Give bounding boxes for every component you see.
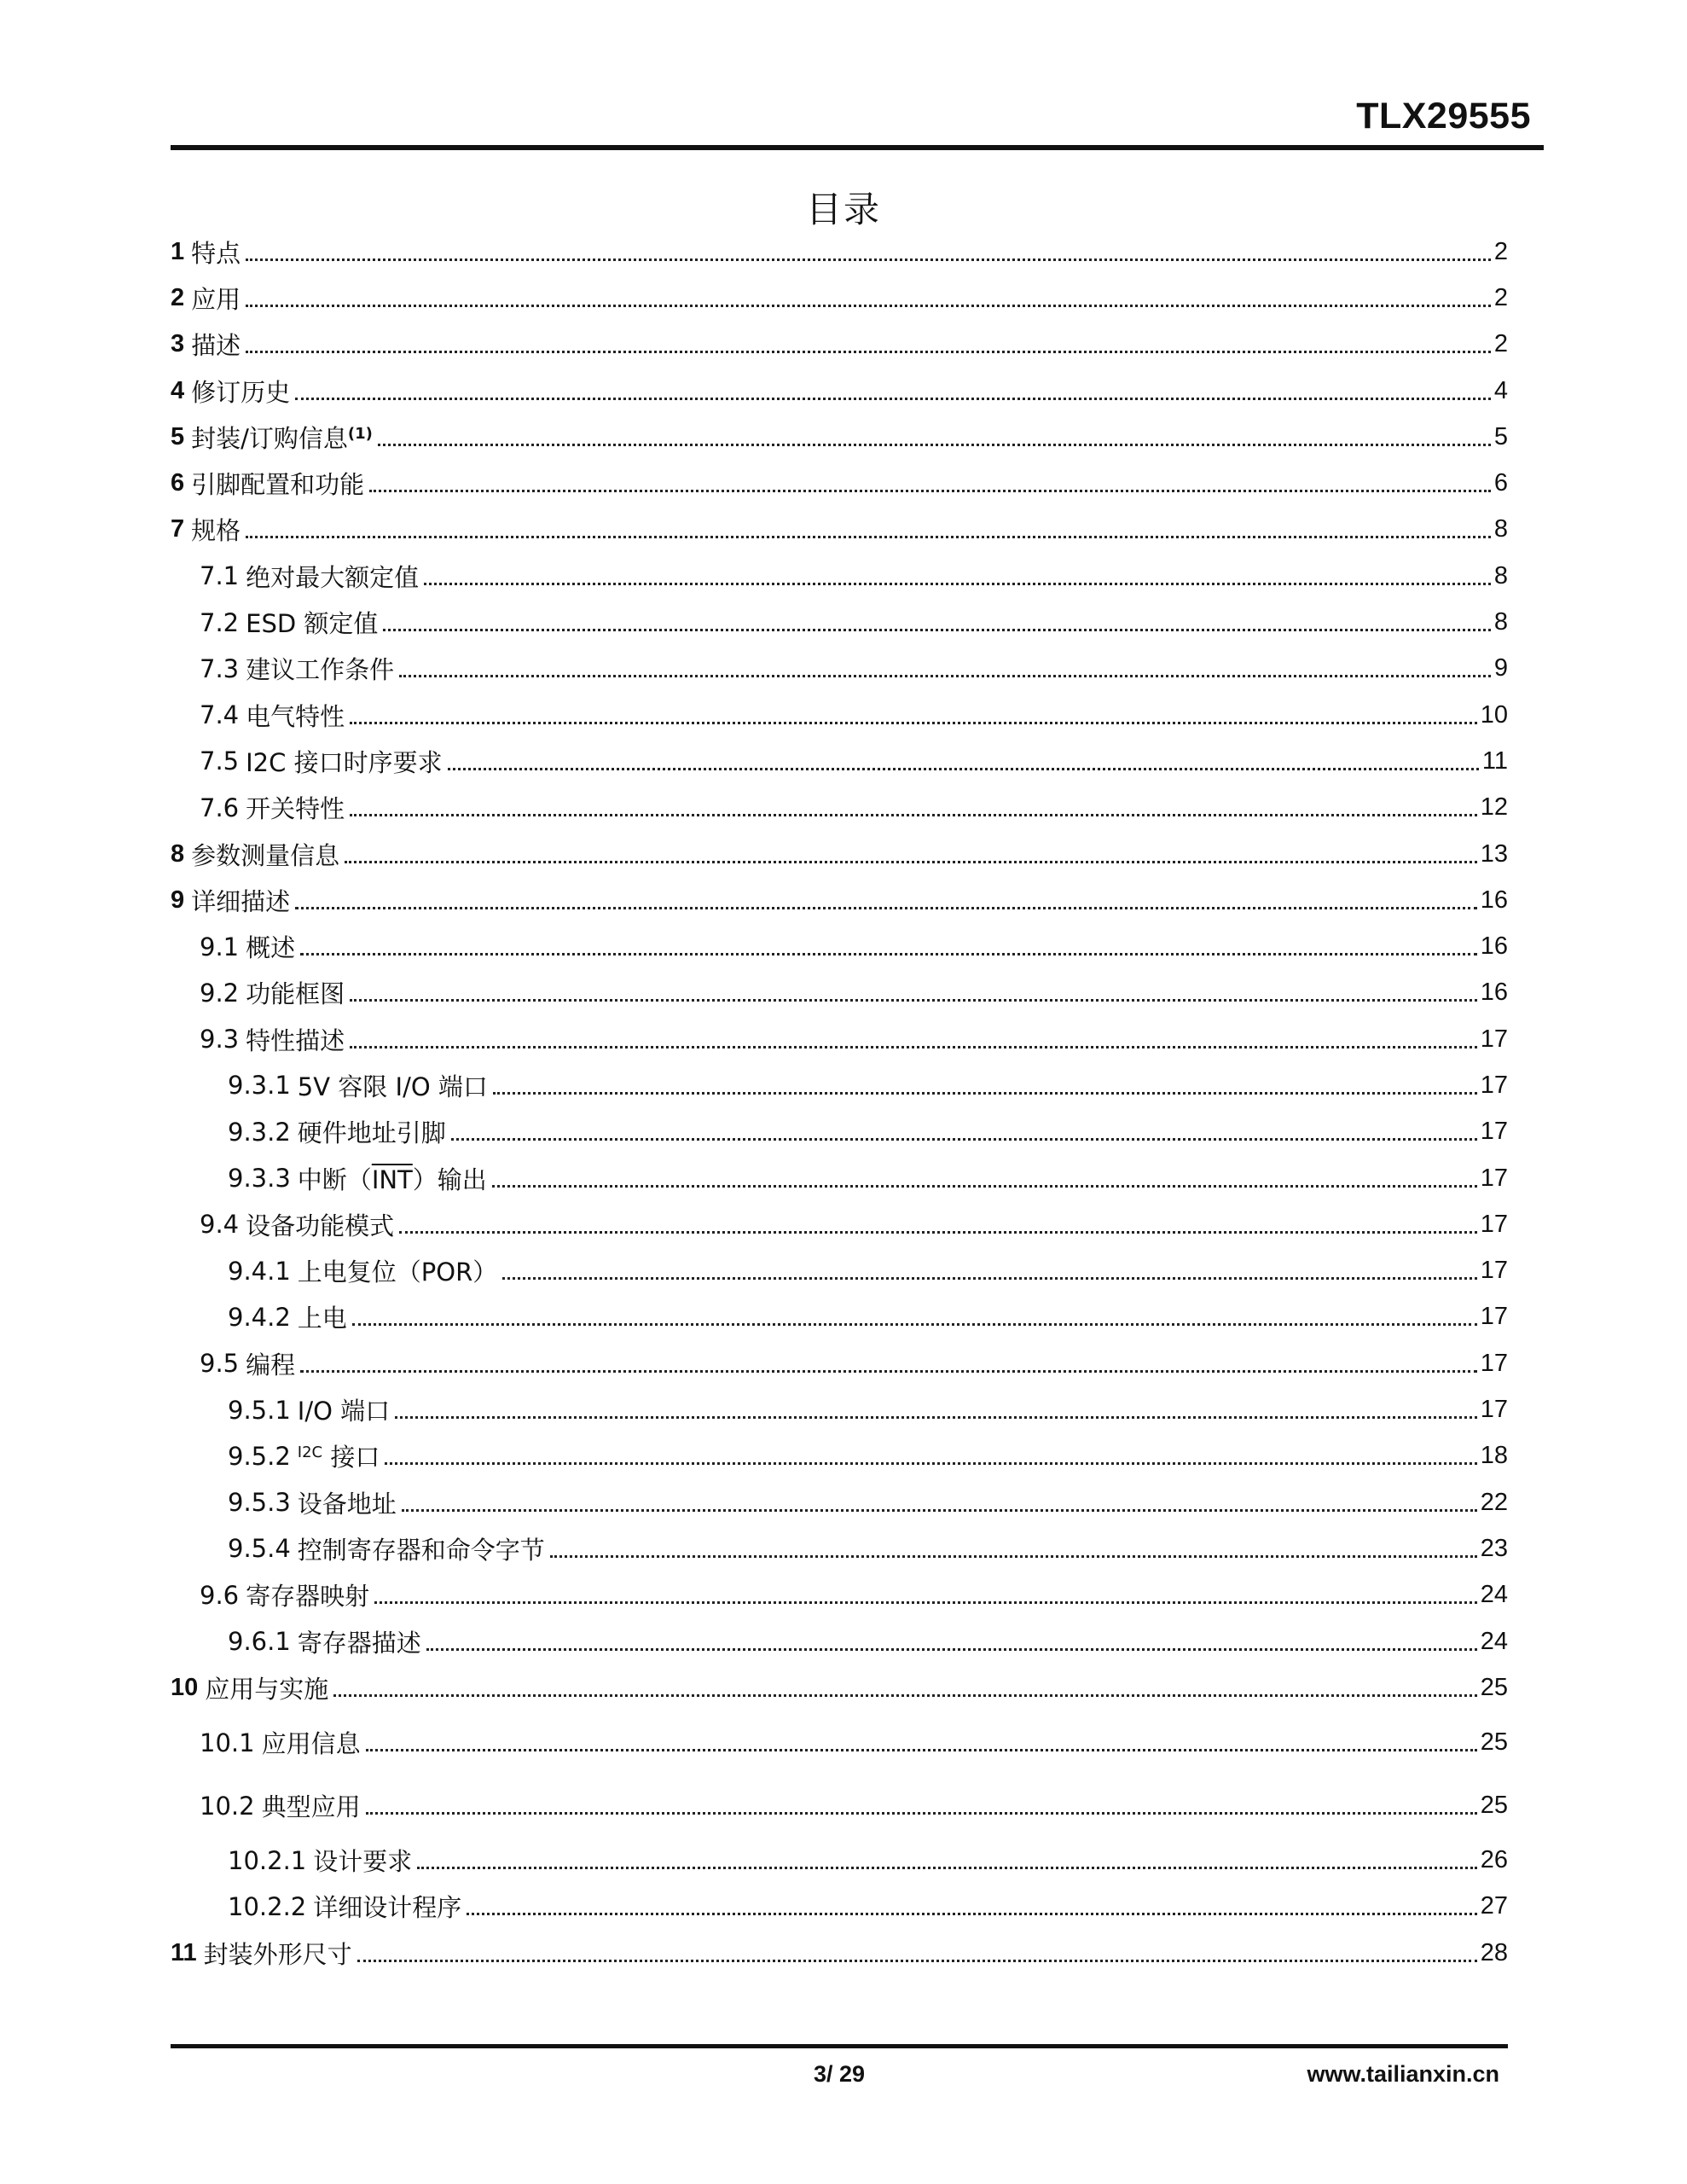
toc-entry-page: 17 (1480, 1349, 1508, 1377)
toc-entry-number: 9.4.2 (228, 1302, 291, 1332)
toc-entry-number: 8 (171, 839, 185, 868)
toc-entry-page: 27 (1480, 1892, 1508, 1920)
toc-entry-number: 9.5.1 (228, 1395, 291, 1425)
dot-leader (399, 1231, 1477, 1234)
toc-entry-label-text: 规格 (191, 516, 241, 546)
toc-entry[interactable] (171, 1294, 1508, 1340)
toc-entry-label (191, 466, 364, 501)
toc-entry-number: 9.6 (200, 1580, 240, 1610)
toc-entry[interactable] (171, 1155, 1508, 1201)
toc-entry-label (246, 1207, 394, 1242)
dot-leader (300, 953, 1477, 956)
dot-leader (385, 1462, 1476, 1465)
toc-entry-page: 11 (1481, 746, 1508, 775)
toc-entry-number: 9.1 (200, 932, 240, 961)
dot-leader (467, 1913, 1476, 1915)
footer-rule (171, 2044, 1508, 2048)
dot-leader (246, 305, 1491, 307)
toc-entry-number: 4 (171, 376, 185, 404)
toc-entry[interactable] (171, 692, 1508, 738)
toc-entry-label (298, 1624, 421, 1659)
toc-entry[interactable] (171, 1774, 1508, 1838)
toc-entry-number: 1 (171, 237, 185, 265)
toc-entry-page: 17 (1480, 1025, 1508, 1053)
toc-entry-label (246, 790, 345, 825)
toc-entry[interactable] (171, 553, 1508, 599)
toc-entry-label-text: 绝对最大额定值 (246, 562, 420, 592)
toc-entry-page: 28 (1480, 1938, 1508, 1966)
toc-entry-label (313, 1889, 461, 1924)
toc-entry-label-text: 特点 (191, 238, 241, 268)
toc-entry-label (191, 281, 241, 316)
toc-entry-page: 24 (1480, 1581, 1508, 1609)
dot-leader (383, 629, 1490, 631)
toc-entry-number: 9 (171, 886, 185, 914)
toc-entry[interactable] (171, 831, 1508, 877)
toc-entry-number: 7.3 (200, 653, 240, 683)
toc-entry[interactable] (171, 460, 1508, 506)
toc-entry-number: 7.4 (200, 700, 240, 730)
toc-entry-label-suffix: ）输出 (412, 1165, 487, 1194)
toc-entry-label-text: 上电复位（POR） (297, 1258, 498, 1287)
toc-entry-label (298, 1299, 347, 1334)
toc-entry-label (262, 1788, 361, 1823)
toc-entry-label (246, 1577, 369, 1612)
toc-entry-label-text: 建议工作条件 (246, 655, 395, 685)
toc-entry-number: 9.3.1 (228, 1071, 291, 1101)
toc-entry-label (298, 1253, 497, 1288)
dot-leader (300, 1370, 1477, 1373)
toc-entry-label-text: 详细描述 (191, 886, 291, 916)
toc-entry-label (246, 651, 394, 686)
toc-entry-page: 16 (1480, 932, 1508, 961)
toc-entry-label-text: 5V 容限 I/O 端口 (297, 1072, 488, 1101)
dot-leader (417, 1867, 1476, 1869)
toc-entry-label (298, 1485, 397, 1520)
dot-leader (395, 1416, 1477, 1419)
toc-entry-page: 17 (1480, 1303, 1508, 1331)
dot-leader (350, 814, 1477, 816)
toc-entry-label-text: 应用信息 (261, 1729, 361, 1758)
toc-entry[interactable] (171, 1525, 1508, 1571)
toc-entry[interactable] (171, 1062, 1508, 1108)
toc-entry[interactable] (171, 1664, 1508, 1711)
toc-entry[interactable] (171, 877, 1508, 923)
toc-entry-number: 7.2 (200, 607, 240, 637)
dot-leader (350, 1046, 1477, 1048)
toc-entry[interactable] (171, 738, 1508, 784)
toc-entry-number: 10.2.1 (228, 1845, 307, 1875)
toc-entry-page: 23 (1480, 1534, 1508, 1562)
toc-entry-number: 10 (171, 1673, 199, 1701)
toc-entry-number: 3 (171, 330, 185, 358)
toc-entry-number: 9.5.3 (228, 1488, 291, 1518)
toc-entry-footnote-mark: (1) (347, 424, 373, 443)
toc-title: 目录 (805, 189, 881, 230)
toc-entry-label (246, 698, 345, 733)
toc-entry-page: 17 (1480, 1071, 1508, 1099)
toc-entry-page: 22 (1480, 1488, 1508, 1516)
toc-entry-label-text: 封装/订购信息 (191, 423, 348, 453)
toc-entry-label (262, 1725, 361, 1760)
toc-entry-number: 9.3.3 (228, 1164, 291, 1194)
toc-entry[interactable] (171, 1433, 1508, 1479)
toc-entry-page: 16 (1480, 979, 1508, 1007)
toc-entry-label (298, 1438, 380, 1473)
toc-entry-label-overline: $\overline{INT}$ (371, 1165, 413, 1194)
toc-entry-page: 26 (1480, 1846, 1508, 1874)
toc-entry-label (191, 883, 290, 918)
toc-entry-number: 9.3 (200, 1025, 240, 1054)
toc-entry-number: 10.1 (200, 1728, 255, 1757)
dot-leader (246, 351, 1491, 353)
document-id: TLX29555 (1356, 96, 1531, 136)
toc-entry-label (191, 420, 373, 455)
toc-entry-number: 5 (171, 422, 185, 450)
dot-leader (493, 1092, 1477, 1095)
toc-entry-number: 7.6 (200, 793, 240, 822)
toc-entry-label-text: 控制寄存器和命令字节 (297, 1535, 545, 1565)
page-number: 3/ 29 (813, 2061, 866, 2087)
toc-entry[interactable] (171, 368, 1508, 414)
toc-entry-label-text: 设计要求 (313, 1847, 413, 1877)
dot-leader (399, 675, 1491, 677)
toc-entry[interactable] (171, 1711, 1508, 1774)
dot-leader (350, 722, 1477, 724)
toc-entry-label (246, 559, 419, 594)
dot-leader (550, 1555, 1477, 1558)
toc-entry[interactable] (171, 507, 1508, 553)
toc-entry-label-text: 修订历史 (191, 377, 291, 407)
page-header (171, 96, 1544, 147)
toc-entry-label (246, 605, 378, 640)
toc-entry-number: 2 (171, 283, 185, 311)
toc-entry-page: 2 (1493, 283, 1508, 311)
toc-entry[interactable] (171, 1386, 1508, 1432)
dot-leader (246, 258, 1491, 261)
toc-entry-label (298, 1531, 545, 1566)
toc-entry-label-text: 设备地址 (297, 1489, 397, 1519)
dot-leader (426, 1648, 1477, 1651)
toc-entry-label-text: 应用 (191, 284, 241, 314)
toc-entry-label-text: 详细设计程序 (313, 1893, 462, 1923)
toc-entry-label-text: 典型应用 (261, 1792, 361, 1821)
toc-entry-number: 9.2 (200, 978, 240, 1008)
toc-entry-number: 6 (171, 469, 185, 497)
toc-entry-label-text: 接口 (330, 1443, 380, 1472)
toc-entry[interactable] (171, 414, 1508, 460)
toc-entry-label (191, 374, 290, 409)
dot-leader (374, 1601, 1477, 1604)
toc-entry-label-text: I/O 端口 (297, 1397, 391, 1426)
toc-entry-number: 9.5 (200, 1349, 240, 1379)
header-rule (171, 145, 1544, 150)
toc-entry-label-text: 封装外形尺寸 (203, 1939, 352, 1969)
dot-leader (424, 583, 1491, 585)
toc-entry-label-text: 寄存器映射 (246, 1582, 370, 1612)
toc-entry-page: 13 (1480, 839, 1508, 868)
toc-entry-number: 10.2 (200, 1791, 255, 1821)
toc-entry[interactable] (171, 1884, 1508, 1930)
toc-entry-label-prefix: 中断（ (297, 1165, 372, 1194)
toc-entry-label-text: 功能框图 (246, 979, 345, 1009)
toc-entry-label-text: 开关特性 (246, 794, 345, 824)
toc-entry[interactable] (171, 1572, 1508, 1618)
dot-leader (357, 1960, 1477, 1962)
toc-entry-label-text: 描述 (191, 331, 241, 361)
toc-entry-label-text: 寄存器描述 (297, 1628, 421, 1658)
toc-entry-page: 2 (1493, 237, 1508, 265)
dot-leader (402, 1509, 1477, 1512)
toc-entry-number: 7 (171, 515, 185, 543)
toc-entry-page: 24 (1480, 1627, 1508, 1655)
dot-leader (295, 907, 1477, 909)
toc-entry-page: 12 (1480, 793, 1508, 822)
dot-leader (492, 1185, 1477, 1188)
toc-entry-label (246, 975, 345, 1010)
toc-entry-number: 9.4 (200, 1210, 240, 1240)
toc-entry-label (298, 1161, 487, 1196)
toc-entry[interactable] (171, 646, 1508, 692)
toc-entry-label (298, 1068, 488, 1103)
dot-leader (451, 1138, 1477, 1141)
toc-entry-label (204, 1936, 352, 1971)
toc-entry-number: 7.5 (200, 746, 240, 776)
toc-entry-page: 2 (1493, 330, 1508, 358)
toc-entry-page: 8 (1493, 515, 1508, 543)
toc-entry-page: 17 (1480, 1210, 1508, 1238)
toc-entry-page: 8 (1493, 608, 1508, 636)
toc-entry-label-text: 设备功能模式 (246, 1211, 395, 1240)
toc-entry-label (205, 1670, 328, 1705)
toc-entry[interactable] (171, 923, 1508, 969)
toc-entry-label (246, 744, 442, 779)
toc-entry-label (191, 837, 339, 872)
toc-entry-label (246, 1022, 345, 1057)
dot-leader (369, 490, 1491, 492)
dot-leader (502, 1277, 1476, 1280)
toc-entry[interactable] (171, 599, 1508, 645)
toc-entry[interactable] (171, 229, 1508, 275)
toc-entry-page: 8 (1493, 561, 1508, 590)
toc-entry[interactable] (171, 1930, 1508, 1976)
toc-entry[interactable] (171, 1618, 1508, 1664)
toc-entry-label-text: 引脚配置和功能 (191, 470, 365, 500)
toc-entry-page: 17 (1480, 1396, 1508, 1424)
toc-entry-label (191, 235, 241, 270)
toc-entry-label (313, 1843, 412, 1878)
dot-leader (295, 398, 1491, 400)
toc-entry-number: 9.6.1 (228, 1627, 291, 1657)
toc-entry[interactable] (171, 1248, 1508, 1294)
toc-entry[interactable] (171, 1340, 1508, 1386)
toc-entry-label (298, 1114, 446, 1149)
toc-entry-label-text: ESD 额定值 (246, 609, 379, 639)
toc-entry-label-text: 概述 (246, 933, 296, 963)
toc-entry-label (191, 512, 241, 547)
dot-leader (378, 444, 1491, 446)
page-footer (171, 2044, 1508, 2095)
toc-entry-label (191, 327, 241, 362)
toc-entry-page: 17 (1480, 1118, 1508, 1146)
dot-leader (246, 536, 1491, 538)
toc-entry-page: 10 (1480, 700, 1508, 729)
toc-entry-label-text: 特性描述 (246, 1025, 345, 1055)
toc-entry-label (298, 1392, 390, 1427)
toc-entry-label-text: 应用与实施 (205, 1674, 329, 1704)
toc-entry-number: 11 (171, 1938, 197, 1966)
toc-entry[interactable] (171, 970, 1508, 1016)
toc-entry[interactable] (171, 275, 1508, 321)
toc-entry[interactable] (171, 1479, 1508, 1525)
dot-leader (448, 768, 1479, 770)
toc-entry-label-text: 参数测量信息 (191, 840, 340, 870)
toc-entry-page: 18 (1480, 1442, 1508, 1470)
toc-entry-label-text: 硬件地址引脚 (297, 1118, 446, 1148)
toc-entry-label (246, 929, 295, 964)
dot-leader (366, 1749, 1477, 1751)
website-link[interactable]: www.tailianxin.cn (1307, 2061, 1499, 2087)
toc-entry-label-text: 电气特性 (246, 701, 345, 731)
toc-entry[interactable] (171, 322, 1508, 368)
toc-entry-page: 5 (1493, 422, 1508, 450)
table-of-contents (171, 229, 1508, 1976)
toc-entry[interactable] (171, 1201, 1508, 1247)
toc-entry-number: 9.4.1 (228, 1256, 291, 1286)
dot-leader (366, 1812, 1477, 1815)
toc-entry-page: 17 (1480, 1257, 1508, 1285)
dot-leader (352, 1323, 1477, 1326)
toc-entry-number: 7.1 (200, 561, 240, 591)
toc-entry-page: 17 (1480, 1164, 1508, 1192)
toc-entry-page: 16 (1480, 886, 1508, 914)
toc-entry-label-text: 上电 (297, 1304, 347, 1333)
toc-entry-label (246, 1346, 295, 1381)
toc-entry-label-text: I2C 接口时序要求 (246, 747, 443, 777)
dot-leader (333, 1694, 1476, 1697)
toc-entry-superscript: I2C (297, 1443, 323, 1462)
toc-entry[interactable] (171, 1109, 1508, 1155)
toc-entry-page: 25 (1480, 1728, 1508, 1756)
toc-entry-page: 4 (1493, 376, 1508, 404)
toc-entry-number: 9.3.2 (228, 1117, 291, 1147)
toc-entry-page: 6 (1493, 469, 1508, 497)
toc-entry-number: 9.5.4 (228, 1534, 291, 1564)
toc-entry-page: 25 (1480, 1792, 1508, 1819)
toc-entry[interactable] (171, 1838, 1508, 1884)
toc-entry-page: 25 (1480, 1673, 1508, 1701)
dot-leader (345, 861, 1477, 863)
dot-leader (350, 999, 1477, 1002)
toc-entry-label-text: 编程 (246, 1350, 296, 1380)
toc-entry-page: 9 (1493, 654, 1508, 682)
toc-entry[interactable] (171, 1016, 1508, 1062)
toc-entry[interactable] (171, 785, 1508, 831)
toc-entry-number: 10.2.2 (228, 1891, 307, 1921)
toc-entry-number: 9.5.2 (228, 1441, 291, 1471)
